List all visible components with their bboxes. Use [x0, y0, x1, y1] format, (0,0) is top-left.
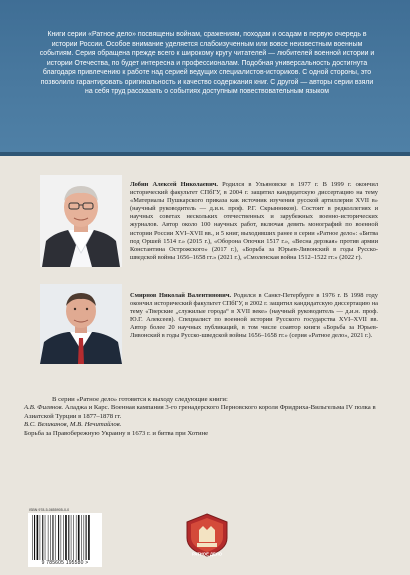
- publisher-logo: [183, 512, 231, 558]
- barcode-bar: [48, 515, 49, 561]
- author-bio-smirnov: [130, 292, 378, 341]
- series-description: Книги серии «Ратное дело» посвящены войнам, сражениям, походам и осадам в первую очередь в истории России. Особое внимание уделяется слабоизученным или вовсе неизвестным военным событиям. Серия обращена прежде всего к широкому кругу читателей — любителей военной истории и истории Отечества, по будет интересна и профессионалам. Подобная универсальность достигнута благодаря привлечению к работе над серией ведущих специалистов-историков. С одной стороны, это позволило гарантировать оригинальность и качество содержания книг. С другой — авторы серии взяли на себя труд рассказать о событиях доступным повествовательным языком: [39, 31, 375, 95]
- barcode-bar: [88, 515, 90, 561]
- barcode-bar: [40, 515, 41, 561]
- barcode-bar: [68, 515, 69, 561]
- barcode-bar: [71, 515, 72, 561]
- barcode-bar: [81, 515, 82, 561]
- barcode-bar: [52, 515, 53, 561]
- series-description-band: [0, 0, 410, 152]
- barcode-bar: [86, 515, 87, 561]
- barcode-bar: [73, 515, 74, 561]
- barcode-bar: [42, 515, 43, 561]
- barcode-bar: [65, 515, 67, 561]
- barcode: [28, 513, 102, 567]
- barcode-bar: [61, 515, 62, 561]
- author-bio-text-lobin: Родился в Ульяновске в 1977 г. В 1999 г. окончил исторический факультет СПбГУ, в 2004 г. защитил кандидатскую диссертацию на тему «Материалы Пушкарского приказа как источник изучения русской артиллерии XVII в» (научный руководитель — д.и.н. проф. Р.Г. Скрынников). Состоит в редколлегиях и научных советах нескольких отечественных и зарубежных военно-исторических журналов. Автор около 100 научных работ, включая девять монографий по военной истории России XVI–XVII вв., и 5 книг, выходивших ранее в серии «Ратное дело»: «Битва под Оршей 1514 г.» (2015 г.), «Оборона Опочки 1517 г.», «Весна дерзкая» против армии Константина Острожского» (2017 г.), «Борьба за Юрьев-Ливонский в годы Русско-шведской войны 1656–1658 гг.» (2021 г.), «Смоленская война 1512–1522 гг.» (2022 г).: [130, 181, 379, 261]
- barcode-bar: [45, 515, 46, 561]
- isbn-label: ISBN 978-5-0855905-0-0: [29, 508, 70, 512]
- barcode-bar: [37, 515, 39, 561]
- upcoming-item: [24, 404, 384, 421]
- author-photo-smirnov: [40, 284, 122, 364]
- barcode-bar: [76, 515, 77, 561]
- barcode-number: 9 785605 195580 >: [28, 560, 102, 566]
- barcode-bar: [58, 515, 59, 561]
- author-photo-lobin: [40, 175, 122, 267]
- upcoming-item: [24, 421, 384, 438]
- upcoming-item-author: В.С. Великанов, М.В. Нечитайлов.: [24, 421, 122, 429]
- barcode-bar: [32, 515, 33, 561]
- upcoming-item-title: Борьба за Правобережную Украину в 1673 г. и битва при Хотине: [24, 429, 209, 437]
- barcode-bar: [78, 515, 80, 561]
- upcoming-books: [24, 396, 384, 438]
- upcoming-intro: В серии «Ратное дело» готовятся к выходу следующие книги:: [52, 396, 228, 403]
- author-bio-lobin: [130, 181, 378, 262]
- upcoming-item-author: А.В. Филянов.: [24, 404, 64, 412]
- barcode-bar: [55, 515, 56, 561]
- barcode-bar: [84, 515, 85, 561]
- band-divider: [0, 152, 410, 156]
- author-name-smirnov: Смирнов Николай Валентинович.: [130, 292, 232, 299]
- author-name-lobin: Лобин Алексей Николаевич.: [130, 181, 218, 188]
- barcode-bar: [50, 515, 51, 561]
- publisher-name: РАТНОЕ ДЕЛО: [191, 551, 223, 557]
- upcoming-item-title: Аладжа и Карс. Военная кампания 3-го гренадерского Перновского короля Фридриха-Вильгельма IV полка в Азиатской Турции в 1877–1878 гг.: [24, 404, 376, 420]
- barcode-bar: [34, 515, 35, 561]
- barcode-bar: [63, 515, 64, 561]
- author-bio-text-smirnov: Родился в Санкт-Петербурге в 1976 г. В 1998 году окончил исторический факультет СПбГУ, в 2002 г. защитил кандидатскую диссертацию на тему «Тверские „служилые города“ в XVII веке» (научный руководитель — д.и.н. проф. Ю.Г. Алексеев). Специалист по военной истории Русского государства XVI–XVII вв. Автор более 20 научных публикаций, в том числе соавтор книги «Борьба за Юрьев-Ливонский в годы Русско-шведской войны 1656–1658 гг.» (серия «Ратное дело», 2021 г.).: [130, 292, 379, 340]
